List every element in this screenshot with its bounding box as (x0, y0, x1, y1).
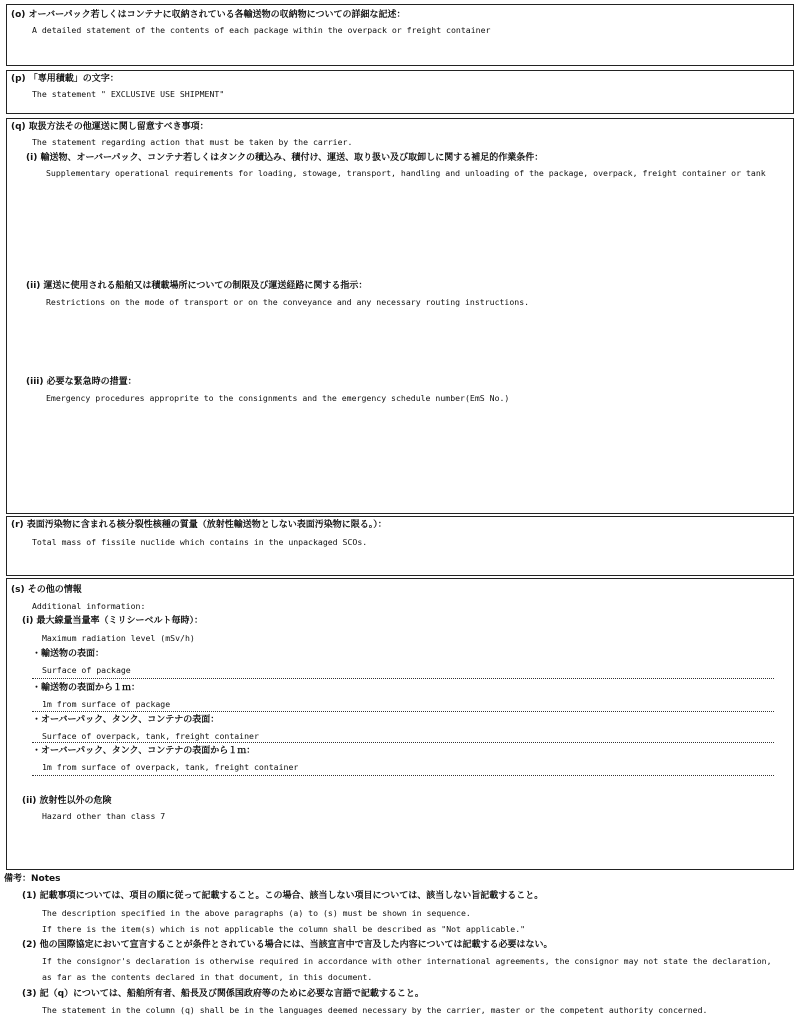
section-q-item-iii-jp: (iii) 必要な緊急時の措置： (26, 377, 137, 387)
radiation-row-1-line (32, 678, 774, 679)
section-q-item-iii-en: Emergency procedures approprite to the consignments and the emergency schedule number(EmS No.) (46, 393, 510, 403)
radiation-row-2-jp: ・輸送物の表面から１ｍ： (32, 683, 141, 693)
section-q-item-i-en: Supplementary operational requirements for loading, stowage, transport, handling and unloading of the package, overpack, freight container or tank (46, 168, 766, 178)
section-s-i-en: Maximum radiation level (mSv/h) (42, 633, 195, 643)
section-p-label-jp: (p) 「専用積載」の文字： (11, 74, 119, 84)
note-2-en-line1: If the consignor's declaration is otherwise required in accordance with other international agreements, the consignor may not state the declaration, (42, 956, 772, 966)
radiation-row-4-line (32, 775, 774, 776)
section-s-ii-jp: (ii) 放射性以外の危険 (22, 796, 112, 806)
radiation-row-2-line (32, 711, 774, 712)
section-p-label-en: The statement " EXCLUSIVE USE SHIPMENT" (32, 89, 225, 99)
section-q-label-jp: (q) 取扱方法その他運送に関し留意すべき事項： (11, 122, 209, 132)
section-s-label-en: Additional information: (32, 601, 146, 611)
section-r-label-jp: (r) 表面汚染物に含まれる核分裂性核種の質量（放射性輸送物としない表面汚染物に限る。）： (11, 520, 387, 530)
section-s-ii-en: Hazard other than class 7 (42, 811, 166, 821)
section-q-label-en: The statement regarding action that must be taken by the carrier. (32, 137, 353, 147)
radiation-row-3-jp: ・オーバーパック、タンク、コンテナの表面： (32, 715, 220, 725)
section-o-label-jp: (o) オーバーパック若しくはコンテナに収納されている各輸送物の収納物についての詳細な記述： (11, 10, 406, 20)
section-q-item-ii-jp: (ii) 運送に使用される船舶又は積載場所についての制限及び運送経路に関する指示： (26, 281, 368, 291)
note-1-en-line1: The description specified in the above paragraphs (a) to (s) must be shown in sequence. (42, 908, 471, 918)
radiation-row-2-en: 1m from surface of package (42, 699, 171, 709)
section-q-item-i-jp: (i) 輸送物、オーバーパック、コンテナ若しくはタンクの積込み、積付け、運送、取り扱い及び取卸しに関する補足的作業条件： (26, 153, 544, 163)
radiation-row-3-line (32, 742, 774, 743)
note-3-jp: (3) 記（q）については、船舶所有者、船長及び関係国政府等のために必要な言語で記載すること。 (22, 989, 424, 999)
section-q-item-ii-en: Restrictions on the mode of transport or on the conveyance and any necessary routing instructions. (46, 297, 530, 307)
radiation-row-1-jp: ・輸送物の表面： (32, 649, 105, 659)
note-1-en-line2: If there is the item(s) which is not applicable the column shall be described as "Not applicable." (42, 924, 526, 934)
section-r-label-en: Total mass of fissile nuclide which contains in the unpackaged SCOs. (32, 537, 368, 547)
section-s-label-jp: (s) その他の情報 (11, 585, 82, 595)
radiation-row-4-en: 1m from surface of overpack, tank, freight container (42, 762, 299, 772)
radiation-row-4-jp: ・オーバーパック、タンク、コンテナの表面から１ｍ： (32, 746, 256, 756)
radiation-row-3-en: Surface of overpack, tank, freight container (42, 731, 259, 741)
note-1-jp: (1) 記載事項については、項目の順に従って記載すること。この場合、該当しない項目については、該当しない旨記載すること。 (22, 891, 544, 901)
section-s-i-jp: (i) 最大線量当量率（ミリシーベルト毎時）： (22, 616, 203, 626)
notes-heading: 備考：Notes (4, 874, 61, 884)
note-3-en: The statement in the column (q) shall be in the languages deemed necessary by the carrier, master or the competent authority concerned. (42, 1005, 708, 1015)
section-o-label-en: A detailed statement of the contents of each package within the overpack or freight container (32, 25, 491, 35)
radiation-row-1-en: Surface of package (42, 665, 131, 675)
note-2-jp: (2) 他の国際協定において宣言することが条件とされている場合には、当該宣言中で言及した内容については記載する必要はない。 (22, 940, 553, 950)
note-2-en-line2: as far as the contents declared in that document, in this document. (42, 972, 373, 982)
